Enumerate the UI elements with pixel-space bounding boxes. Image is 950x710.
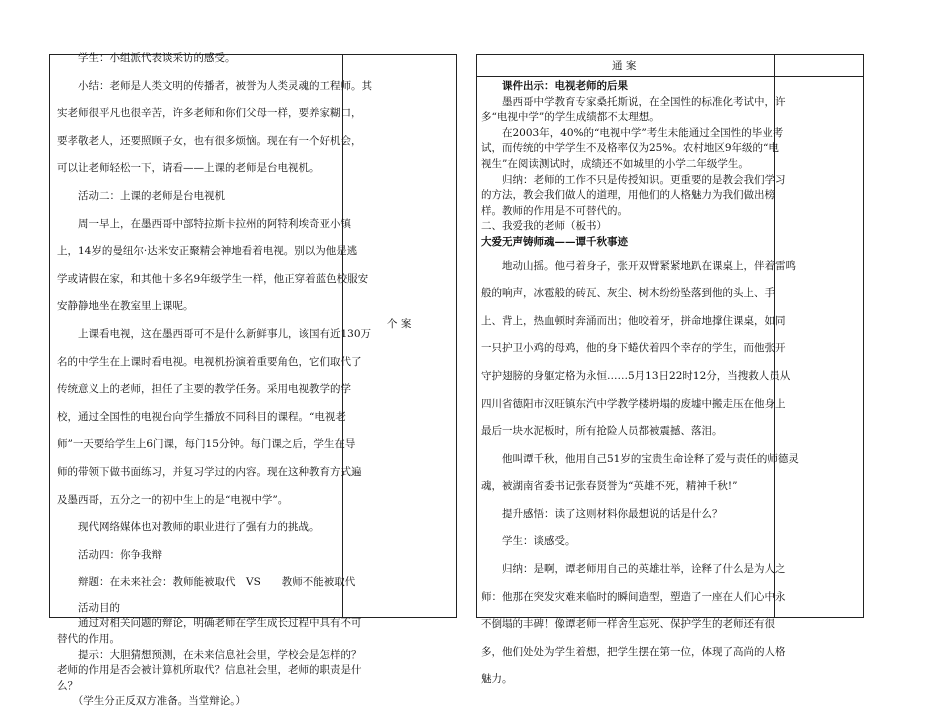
common-plan-header: 通 案: [612, 60, 637, 72]
text-line: 多“电视中学”的学生成绩都不太理想。: [481, 111, 660, 124]
text-line: 可以让老师轻松一下，请看——上课的老师是台电视机。: [57, 162, 320, 175]
text-line: 归纳：老师的工作不只是传授知识。更重要的是教会我们学习: [481, 173, 786, 186]
text-line: 他叫谭千秋，他用自己51岁的宝贵生命诠释了爱与责任的师德灵: [481, 452, 799, 465]
text-line: 小结：老师是人类文明的传播者，被誉为人类灵魂的工程师。其: [57, 79, 372, 92]
text-line: 活动二：上课的老师是台电视机: [57, 189, 225, 202]
text-line: 上课看电视，这在墨西哥可不是什么新鲜事儿，该国有近130万: [57, 327, 372, 340]
text-line: 师的带领下做书面练习，并复习学过的内容。现在这种教育方式遍: [57, 465, 362, 478]
text-line: 地动山摇。他弓着身子，张开双臂紧紧地趴在课桌上，伴着雷鸣: [481, 259, 796, 272]
text-line: 多，他们处处为学生着想，把学生摆在第一位，体现了高尚的人格: [481, 645, 786, 658]
right-top-section: [481, 79, 786, 251]
left-debate-section: [57, 601, 362, 710]
text-line: 安静静地坐在教室里上课呢。: [57, 300, 194, 313]
text-line: 守护翅膀的身躯定格为永恒……5月13日22时12分，当搜救人员从: [481, 369, 791, 382]
text-line: 通过对相关问题的辩论，明确老师在学生成长过程中具有不可: [57, 617, 362, 630]
text-line: 么？: [57, 679, 78, 692]
courseware-heading: 课件出示：电视老师的后果: [502, 80, 628, 92]
text-line: 魅力。: [481, 673, 513, 686]
text-line: 师：他那在突发灾难来临时的瞬间造型，塑造了一座在人们心中永: [481, 590, 786, 603]
text-line: 名的中学生在上课时看电视。电视机扮演着重要角色，它们取代了: [57, 355, 362, 368]
text-line: 学生：谈感受。: [481, 535, 576, 548]
text-line: 般的响声，冰雹般的砖瓦、灰尘、树木纷纷坠落到他的头上、手: [481, 287, 775, 300]
story-title: 大爱无声铸师魂——谭千秋事迹: [481, 235, 628, 248]
text-line: 在2003年，40%的“电视中学”考生未能通过全国性的毕业考: [481, 126, 784, 139]
left-body-lines: [57, 45, 372, 597]
text-line: 提升感悟：读了这则材料你最想说的话是什么？: [481, 507, 723, 520]
left-main-content: [57, 45, 372, 710]
text-line: （学生分正反双方准备。当堂辩论。）: [57, 695, 246, 708]
right-main-content: [481, 79, 799, 694]
text-line: 要孝敬老人，还要照顾子女，也有很多烦恼。现在有一个好机会，: [57, 134, 362, 147]
text-line: 实老师很平凡也很辛苦，许多老师和你们父母一样，要养家糊口，: [57, 107, 362, 120]
text-line: 活动四：你争我辩: [57, 548, 162, 561]
text-line: 周一早上，在墨西哥中部特拉斯卡拉州的阿特利埃奇亚小镇: [57, 217, 351, 230]
text-line: 的方法，教会我们做人的道理，用他们的人格魅力为我们做出榜: [481, 189, 775, 202]
text-line: 师”一天要给学生上6门课，每门15分钟。每门课之后，学生在导: [57, 438, 356, 451]
text-line: 学或请假在家，和其他十多名9年级学生一样，他正穿着蓝色校服安: [57, 272, 369, 285]
individual-plan-label: 个 案: [387, 318, 412, 330]
right-column-divider: [774, 55, 775, 617]
text-line: 上，14岁的曼纽尔·达米安正聚精会神地看着电视。别以为他是逃: [57, 245, 358, 258]
text-line: 魂，被湖南省委书记张春贤誉为“英雄不死，精神千秋!”: [481, 480, 738, 493]
text-line: 及墨西哥，五分之一的初中生上的是“电视中学”。: [57, 493, 289, 506]
text-line: 辩题：在未来社会：教师能被取代 VS 教师不能被取代: [57, 576, 356, 589]
text-line: 不倒塌的丰碑！像谭老师一样舍生忘死、保护学生的老师还有很: [481, 618, 775, 631]
text-line: 学生：小组派代表谈采访的感受。: [57, 52, 236, 64]
text-line: 视生”在阅读测试时，成绩还不如城里的小学二年级学生。: [481, 157, 749, 170]
text-line: 归纳：是啊，谭老师用自己的英雄壮举，诠释了什么是为人之: [481, 563, 786, 576]
text-line: 传统意义上的老师，担任了主要的教学任务。采用电视教学的学: [57, 383, 351, 396]
section-heading: 二、我爱我的老师（板书）: [481, 220, 607, 233]
text-line: 校，通过全国性的电视台向学生播放不同科目的课程。“电视老: [57, 410, 346, 423]
text-line: 试，而传统的中学学生不及格率仅为25%。农村地区9年级的“电: [481, 142, 779, 155]
text-line: 最后一块水泥板时，所有抢险人员都被震撼、落泪。: [481, 425, 723, 438]
text-line: 提示：大胆猜想预测，在未来信息社会里，学校会是怎样的？: [57, 648, 362, 661]
text-line: 墨西哥中学教育专家桑托斯说，在全国性的标准化考试中，许: [481, 95, 786, 108]
text-line: 替代的作用。: [57, 633, 120, 646]
text-line: 上、背上，热血顿时奔涌而出；他咬着牙，拼命地撑住课桌，如同: [481, 314, 786, 327]
text-line: 活动目的: [57, 601, 120, 614]
right-header-divider: [477, 76, 863, 77]
text-line: 四川省德阳市汉旺镇东汽中学教学楼坍塌的废墟中搬走压在他身上: [481, 397, 786, 410]
text-line: 现代网络媒体也对教师的职业进行了强有力的挑战。: [57, 521, 320, 534]
right-story-body: [481, 253, 799, 695]
text-line: 老师的作用是否会被计算机所取代？信息社会里，老师的职责是什: [57, 664, 362, 677]
text-line: 样。教师的作用是不可替代的。: [481, 204, 628, 217]
text-line: 一只护卫小鸡的母鸡，他的身下蜷伏着四个幸存的学生，而他张开: [481, 342, 786, 355]
